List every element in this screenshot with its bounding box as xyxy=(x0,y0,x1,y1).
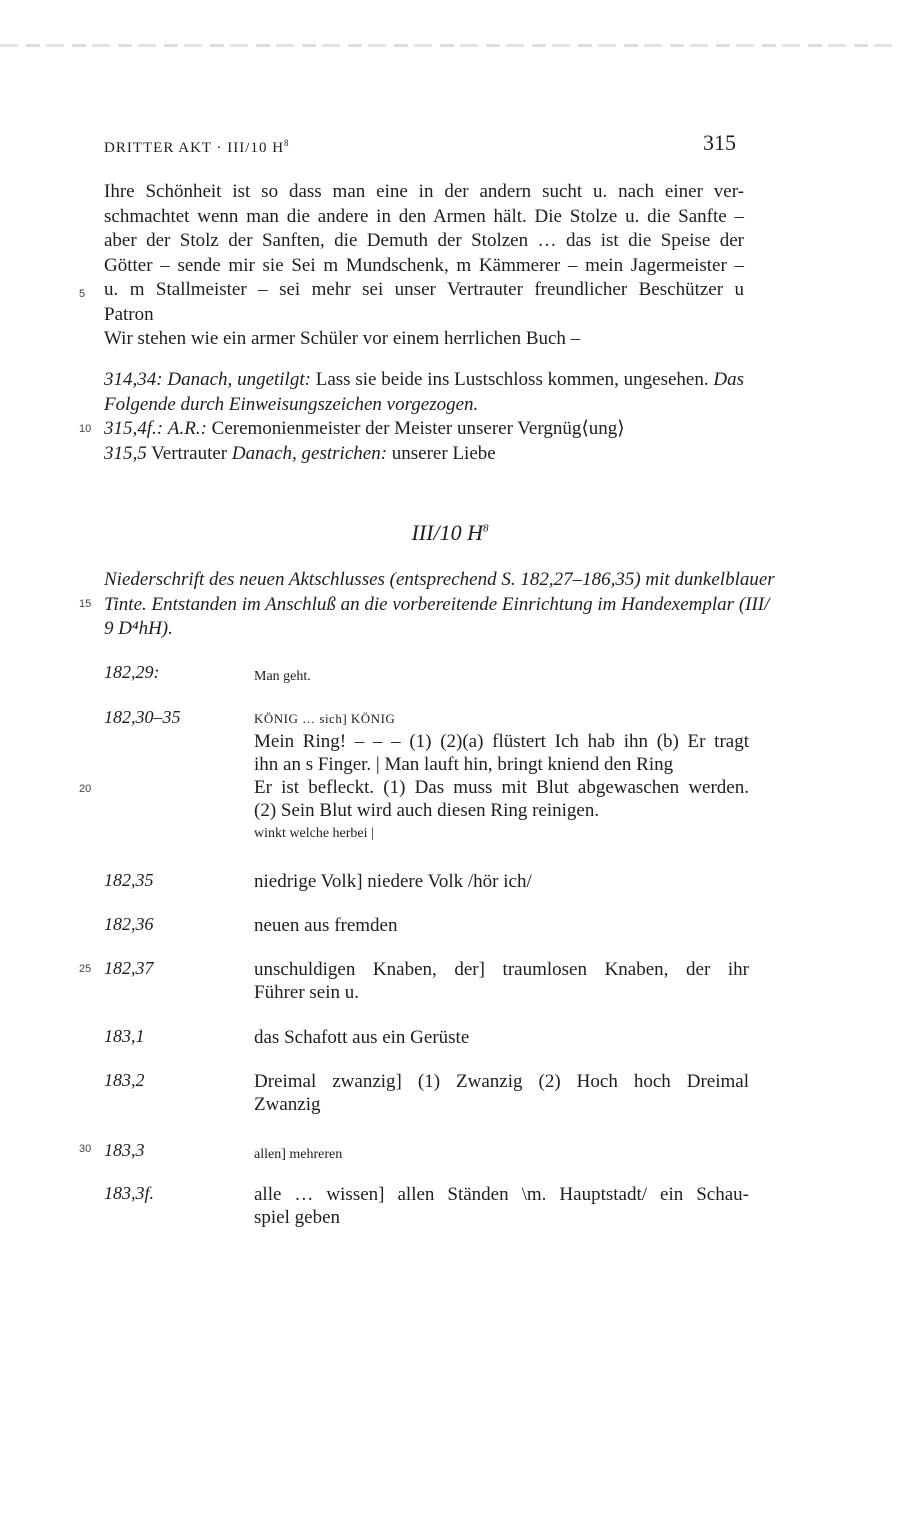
entry-text: allen] mehreren xyxy=(254,1147,343,1162)
entry-line: Zwanzig xyxy=(254,1094,321,1115)
section-intro xyxy=(104,568,775,642)
entry-line: (2) Sein Blut wird auch diesen Ring reinigen. xyxy=(254,800,600,821)
entry-ref: 182,29: xyxy=(104,662,160,682)
note-line: 314,34: Danach, ungetilgt: Lass sie beide ins Lustschloss kommen, ungesehen. Das xyxy=(104,369,745,390)
entry-text: Man geht. xyxy=(254,669,311,684)
entry-ref: 183,3 xyxy=(104,1140,145,1160)
entry-text xyxy=(254,1183,749,1229)
text-line: Wir stehen wie ein armer Schüler vor einem herrlichen Buch – xyxy=(104,328,581,349)
entry-ref: 183,3f. xyxy=(104,1183,155,1203)
running-head: DRITTER AKT · III/10 $H^8$ xyxy=(104,138,290,156)
text-line: u. m Stallmeister – sei mehr sei unser Vertrauter freundlicher Beschützer u xyxy=(104,279,744,300)
intro-line: 9 D⁴hH). xyxy=(104,618,173,639)
entry-line: KÖNIG … sich] KÖNIG xyxy=(254,711,396,726)
text-line: Götter – sende mir sie Sei m Mundschenk, m Kämmerer – mein Jagermeister – xyxy=(104,254,744,276)
line-number: 20 xyxy=(79,783,92,795)
line-number: 15 xyxy=(79,598,92,610)
entry-text: das Schafott aus ein Gerüste xyxy=(254,1027,470,1048)
line-number: 25 xyxy=(79,963,92,975)
entry-line: winkt welche herbei | xyxy=(254,826,374,841)
entry-line: ihn an s Finger. | Man lauft hin, bringt kniend den Ring xyxy=(254,754,674,775)
entry-ref: 182,30–35 xyxy=(104,707,181,727)
entry-ref: 183,1 xyxy=(104,1026,145,1046)
entry-line: alle … wissen] allen Ständen \m. Hauptstadt/ ein Schau- xyxy=(254,1184,749,1205)
entry-line: Dreimal zwanzig] (1) Zwanzig (2) Hoch hoch Dreimal xyxy=(254,1071,749,1092)
note-line: Folgende durch Einweisungszeichen vorgezogen. xyxy=(104,393,479,415)
intro-line: Tinte. Entstanden im Anschluß an die vorbereitende Einrichtung im Handexemplar (III/ xyxy=(104,593,770,615)
entry-line: Er ist befleckt. (1) Das muss mit Blut abgewaschen werden. xyxy=(254,777,749,798)
entry-line: spiel geben xyxy=(254,1207,341,1228)
text-line: Ihre Schönheit ist so dass man eine in der andern sucht u. nach einer ver- xyxy=(104,181,744,202)
text-line: schmachtet wenn man die andere in den Armen hält. Die Stolze u. die Sanfte – xyxy=(104,205,744,227)
text-line: aber der Stolz der Sanften, die Demuth der Stolzen … das ist die Speise der xyxy=(104,230,744,251)
entry-text: niedrige Volk] niedere Volk /hör ich/ xyxy=(254,871,532,892)
page-number: 315 xyxy=(703,130,736,155)
entry-text xyxy=(254,958,749,1004)
entry-text xyxy=(254,707,749,845)
section-heading: III/10 $H^8$ xyxy=(411,520,489,545)
note-line: 315,5 Vertrauter Danach, gestrichen: unserer Liebe xyxy=(104,442,496,464)
line-number: 5 xyxy=(79,288,86,300)
main-text xyxy=(104,180,744,352)
line-number: 10 xyxy=(79,423,92,435)
entry-line: Mein Ring! – – – (1) (2)(a) flüstert Ich hab ihn (b) Er tragt xyxy=(254,731,749,752)
scan-artifact xyxy=(0,44,900,47)
entry-line: unschuldigen Knaben, der] traumlosen Knaben, der ihr xyxy=(254,959,749,980)
entry-text: neuen aus fremden xyxy=(254,915,398,936)
entry-text xyxy=(254,1070,749,1116)
text-line: Patron xyxy=(104,303,154,325)
entry-line: Führer sein u. xyxy=(254,982,360,1003)
notes-block xyxy=(104,368,744,466)
intro-line: Niederschrift des neuen Aktschlusses (entsprechend S. 182,27–186,35) mit dunkelblauer xyxy=(104,569,775,590)
note-line: 315,4f.: A.R.: Ceremonienmeister der Meister unserer Vergnüg⟨ung⟩ xyxy=(104,418,625,439)
entry-ref: 182,37 xyxy=(104,958,154,978)
entry-ref: 183,2 xyxy=(104,1070,145,1090)
entry-ref: 182,35 xyxy=(104,870,154,890)
line-number: 30 xyxy=(79,1143,92,1155)
entry-ref: 182,36 xyxy=(104,914,154,934)
